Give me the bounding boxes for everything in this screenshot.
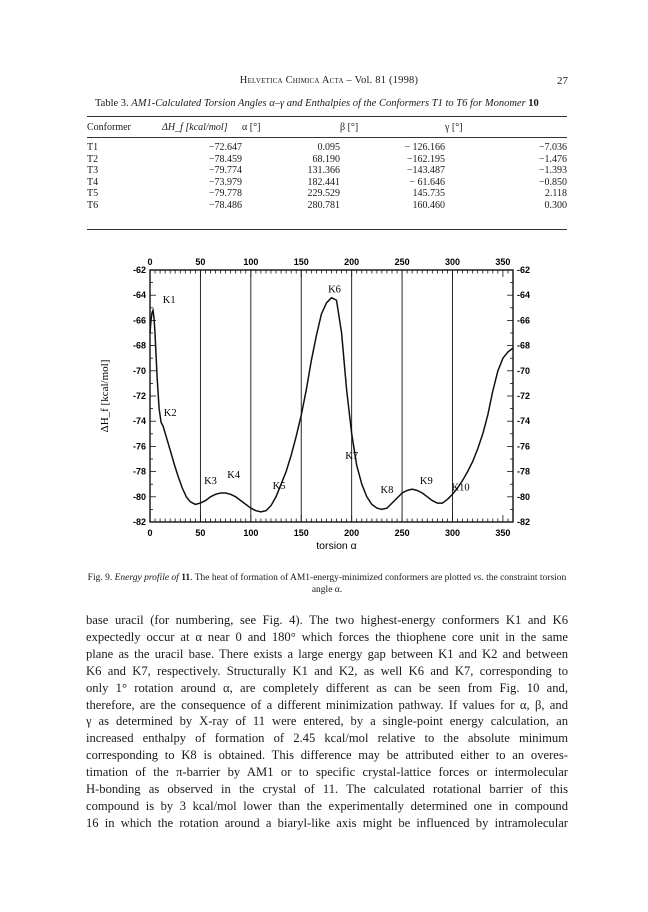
body-line: K6 and K7, respectively. Structurally K1 and K2, as well K6 and K7, corresponding to: [86, 663, 568, 678]
table-cell: 68.190: [312, 153, 340, 165]
figure-title: Energy profile of: [114, 573, 179, 583]
table-cell: −72.647: [208, 142, 242, 153]
table-cell: −1.393: [538, 165, 567, 177]
table-cell: −1.476: [538, 153, 567, 165]
table-cell: 280.781: [307, 199, 340, 211]
y-tick-label-left: -80: [132, 491, 146, 502]
x-tick-label-bottom: 150: [293, 528, 309, 538]
table-row: [87, 142, 567, 154]
table-cell: T1: [87, 142, 99, 153]
body-line: H-bonding as observed in the crystal of 11. The calculated rotational barrier of this: [86, 782, 568, 797]
y-tick-label-left: -70: [132, 365, 146, 376]
conformer-label: K10: [451, 482, 470, 494]
body-line: plane as the uracil base. There exists a large energy gap between K1 and K2 and between: [86, 646, 568, 661]
x-tick-label-bottom: 100: [243, 528, 259, 538]
conformer-label: K9: [419, 476, 433, 488]
table-caption: [95, 98, 575, 109]
figure-caption-text: . The heat of formation of AM1-energy-minimized conformers are plotted: [190, 573, 472, 583]
x-tick-label-bottom: 350: [495, 528, 511, 538]
conformer-label: K4: [227, 469, 241, 481]
table-header-row: [87, 121, 567, 142]
x-tick-label-top: 350: [495, 257, 511, 267]
table-header-cell: α [°]: [242, 121, 261, 133]
table-cell: 131.366: [307, 165, 340, 177]
x-tick-label-top: 300: [444, 257, 461, 267]
table-caption-text: AM1-Calculated Torsion Angles α–γ and Enthalpies of the Conformers T1 to T6 for Monomer: [131, 98, 526, 109]
table-cell: −78.486: [208, 199, 242, 211]
table-row: [87, 154, 567, 166]
body-line: expectedly occur at α near 0 and 180° which forces the thiophene core unit in the same: [86, 629, 568, 644]
journal-volume: – Vol. 81 (1998): [346, 75, 419, 86]
y-tick-label-left: -66: [132, 315, 146, 326]
conformer-label: K2: [163, 408, 177, 420]
table-header-cell: γ [°]: [445, 121, 463, 133]
conformer-label: K8: [380, 485, 394, 497]
table-cell: T3: [87, 165, 99, 177]
y-tick-label-left: -64: [132, 290, 146, 301]
y-tick-label-left: -78: [132, 466, 146, 477]
table-cell: 0.095: [317, 142, 340, 153]
body-line: only 1° rotation around α, are completely different as can be seen from Fig. 10 and,: [86, 680, 568, 695]
body-line: γ as determined by X-ray of 11 were entered, by a single-point energy calculation, an: [86, 714, 568, 729]
conformer-label: K1: [162, 294, 176, 306]
table-cell: 145.735: [412, 188, 445, 200]
body-line: increased enthalpy of formation of 2.45 kcal/mol relative to the absolute minimum: [86, 731, 568, 746]
conformer-label: K6: [328, 284, 341, 296]
table-cell: 160.460: [412, 199, 445, 211]
table-row: [87, 188, 567, 200]
table-cell: 229.529: [307, 188, 340, 200]
y-tick-label-left: -72: [132, 391, 146, 401]
figure-caption-tail: the constraint torsion angle α.: [311, 573, 567, 595]
table-row: [87, 177, 567, 189]
y-tick-label-left: -82: [132, 517, 146, 527]
y-tick-label-left: -76: [132, 441, 146, 452]
x-tick-label-bottom: 300: [444, 528, 461, 538]
table-cell: T6: [87, 199, 99, 211]
journal-name: Helvetica Chimica Acta: [239, 75, 344, 86]
body-paragraph: [86, 612, 568, 832]
figure-label: Fig. 9.: [87, 573, 113, 583]
x-tick-label-top: 100: [243, 257, 259, 267]
y-tick-label-right: -82: [517, 517, 531, 527]
y-axis-label: ΔH_f [kcal/mol]: [99, 359, 111, 433]
figure-caption: [86, 572, 568, 596]
conformer-label: K3: [204, 476, 217, 488]
table-bottom-rule: [87, 229, 567, 230]
table-cell: −78.459: [208, 153, 242, 165]
table-cell: − 126.166: [404, 142, 445, 153]
table-cell: T2: [87, 153, 99, 165]
table-cell: 2.118: [544, 188, 567, 200]
x-tick-label-top: 200: [344, 257, 360, 267]
table-cell: −73.979: [208, 176, 242, 188]
journal-title: [90, 75, 568, 86]
table-header-cell: β [°]: [340, 121, 359, 133]
y-tick-label-right: -70: [517, 365, 531, 376]
table-cell: 0.300: [544, 199, 567, 211]
conformer-table: [87, 121, 567, 212]
x-tick-label-top: 50: [195, 257, 206, 267]
y-tick-label-right: -74: [517, 416, 531, 427]
running-head: [90, 75, 568, 89]
table-top-rule: [87, 116, 567, 117]
body-line: corresponding to K8 is obtained. This difference may be attributed either to an overes-: [86, 748, 568, 763]
table-cell: T4: [87, 176, 99, 188]
table-cell: T5: [87, 188, 99, 200]
x-tick-label-bottom: 50: [195, 528, 206, 538]
y-tick-label-right: -68: [517, 340, 531, 351]
y-tick-label-right: -62: [517, 265, 531, 275]
page-number: 27: [557, 75, 568, 87]
y-tick-label-right: -72: [517, 391, 531, 401]
table-row: [87, 200, 567, 212]
table-cell: −162.195: [406, 153, 445, 165]
table-body: [87, 142, 567, 212]
y-tick-label-right: -64: [517, 290, 531, 301]
x-tick-label-bottom: 200: [344, 528, 360, 538]
figure-compound: 11: [181, 573, 191, 583]
y-tick-label-right: -66: [517, 315, 531, 326]
table-label: Table 3.: [95, 98, 129, 109]
y-tick-label-right: -80: [517, 491, 531, 502]
x-tick-label-bottom: 0: [147, 528, 153, 538]
conformer-label: K7: [345, 451, 359, 462]
x-tick-label-top: 250: [394, 257, 410, 267]
body-line: 16 in which the rotation around a biaryl-like axis might be influenced by intramolecular: [86, 815, 568, 830]
body-line: therefore, are the consequence of a different minimization pathway. If values for α, β, and: [86, 697, 568, 712]
table-cell: −7.036: [538, 142, 567, 153]
table-cell: −0.850: [538, 176, 567, 188]
body-line: compound is by 3 kcal/mol lower than the experimentally determined one in compound: [86, 798, 568, 813]
y-tick-label-right: -76: [517, 441, 531, 452]
body-line: base uracil (for numbering, see Fig. 4). The two highest-energy conformers K1 and K6: [86, 613, 568, 627]
y-tick-label-left: -62: [132, 265, 146, 275]
table-cell: −79.774: [208, 165, 242, 177]
body-line: timation of the π-barrier by AM1 or to specific crystal-lattice forces or intermolecular: [86, 765, 568, 780]
table-caption-compound: 10: [528, 98, 539, 109]
table-cell: −79.778: [208, 188, 242, 200]
figure-caption-vs: vs.: [473, 573, 484, 583]
table-cell: − 61.646: [409, 176, 445, 188]
table-header-cell: Conformer: [87, 121, 131, 133]
table-cell: 182.441: [307, 176, 340, 188]
y-tick-label-right: -78: [517, 466, 531, 477]
x-tick-label-top: 150: [293, 257, 309, 267]
table-header-cell: ΔH_f [kcal/mol]: [162, 121, 228, 133]
x-tick-label-top: 0: [147, 257, 153, 267]
table-row: [87, 165, 567, 177]
conformer-label: K5: [272, 481, 286, 493]
table-cell: −143.487: [406, 165, 445, 177]
energy-profile-chart: [88, 250, 558, 550]
x-tick-label-bottom: 250: [394, 528, 410, 538]
x-axis-label: torsion α: [316, 540, 357, 550]
y-tick-label-left: -68: [132, 340, 146, 351]
y-tick-label-left: -74: [132, 416, 146, 427]
